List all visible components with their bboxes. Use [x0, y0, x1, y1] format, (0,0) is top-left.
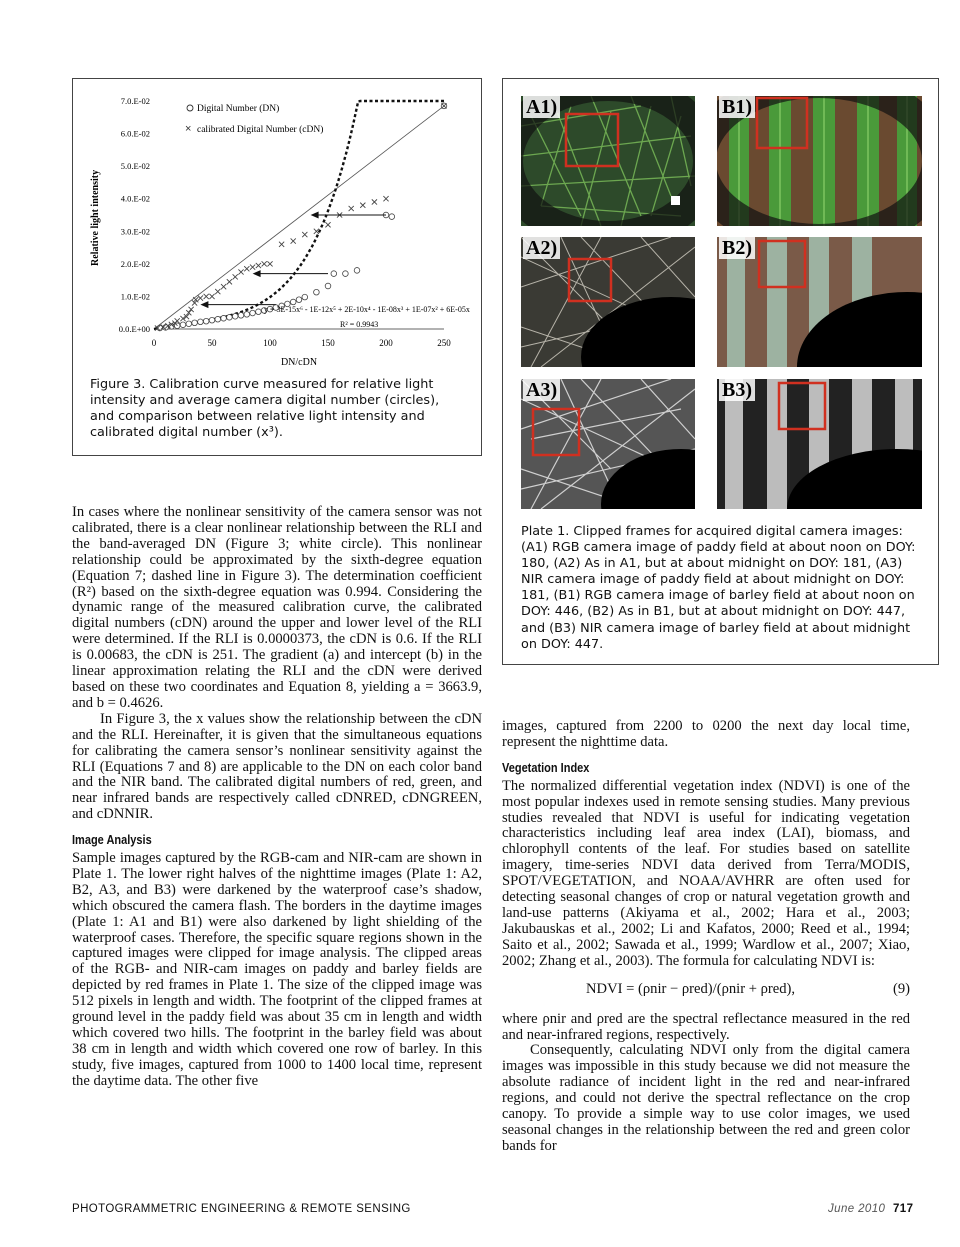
right-paragraph-2: The normalized differential vegetation index (NDVI) is one of the most popular indexes used in remote sensing studies. Many previous studies revealed that NDVI is useful for indicating vegetation characteristics including leaf area index (LAI), biomass, and chlorophyll contents of the leaf. For studies based on satellite imagery, time-series NDVI data derived from Terra/MODIS, SPOT/VEGETATION, and NOAA/AVHRR are often used for detecting seasonal changes of crop or natural vegetation growth and land-use patterns (Akiyama et al., 2002; Hara et al., 2003; Jakubauskas et al., 2002; Li and Kafatos, 2000; Reed et al., 1994; Saito et al., 2002; Sawada et al., 1999; Wardlow et al., 2007; Xiao, 2002; Zhang et al., 2003). The formula for calculating NDVI is: [502, 777, 910, 969]
legend-dn-marker [187, 105, 193, 111]
ndvi-equation-row [502, 974, 910, 1008]
dn-point [314, 289, 320, 295]
dn-point [343, 271, 349, 277]
figure-3-caption: Figure 3. Calibration curve measured for relative light intensity and average camera digital number (circles), and comparison between relative light intensity and calibrated digital number (x³). [90, 377, 440, 441]
dn-point [250, 310, 256, 316]
cdn-point [291, 238, 296, 243]
footer-journal: PHOTOGRAMMETRIC ENGINEERING & REMOTE SENSING [72, 1203, 411, 1215]
x-tick-label: 250 [437, 338, 451, 348]
heading-vegetation-index: Vegetation Index [502, 760, 590, 775]
left-paragraph-3: Sample images captured by the RGB-cam and NIR-cam are shown in Plate 1. The lower right halves of the nighttime images (Plate 1: A2, B2, A3, and B3) were darkened by the waterproof case’s shadow, which obscured the camera flash. The borders in the daytime images (Plate 1: A1 and B1) were also darkened by light shielding of the waterproof cases. Therefore, the specific square regions shown in the captured images were clipped for image analysis. The clipped areas of the RGB- and NIR-cam images on paddy and barley fields are depicted by red frames in Plate 1. The size of the clipped image was 512 pixels in length and width. The footprint of the clipped frames at ground level in the paddy field was about 35 cm in length and width which covered two hills. The footprint in the barley field was about 38 cm in length and width which covered one row of barley. In this study, five images, captured from 1000 to 1400 local time, represent the daytime data. The other five [72, 850, 482, 1089]
cdn-point [221, 284, 226, 289]
cdn-point [198, 295, 203, 300]
dn-point [354, 268, 360, 274]
y-axis-label: Relative light intensity [90, 169, 101, 266]
heading-image-analysis: Image Analysis [72, 833, 152, 848]
x-tick-label: 200 [379, 338, 393, 348]
cdn-point [209, 294, 214, 299]
cdn-point [250, 265, 255, 270]
photo-b2 [717, 237, 922, 367]
cdn-point [267, 261, 272, 266]
cdn-point [325, 222, 330, 227]
dn-point [227, 314, 233, 320]
x-tick-label: 0 [151, 338, 157, 348]
dn-point [186, 321, 192, 327]
plate-1 [502, 78, 939, 665]
r-squared-label: R² = 0.9943 [340, 320, 379, 329]
y-tick-label: 1.0.E-02 [120, 291, 150, 302]
cdn-point [244, 266, 249, 271]
right-paragraph-1: images, captured from 2200 to 0200 the next day local time, represent the nighttime data. [502, 718, 910, 750]
y-tick-label: 2.0.E-02 [120, 258, 150, 269]
plate-label-b2: B2) [719, 237, 755, 259]
calibration-chart [74, 80, 481, 370]
arrow-head [200, 301, 208, 308]
cdn-point [233, 274, 238, 279]
cdn-point [215, 289, 220, 294]
dn-point [238, 313, 244, 319]
left-column [72, 505, 482, 1090]
plate-label-a2: A2) [523, 237, 560, 259]
cdn-point [256, 263, 261, 268]
cdn-point [238, 269, 243, 274]
dn-point [256, 309, 262, 315]
photo-b1 [717, 96, 922, 226]
dn-point [203, 318, 209, 324]
left-paragraph-1: In cases where the nonlinear sensitivity of the camera sensor was not calibrated, there is a clear nonlinear relationship between the RLI and the band-averaged DN (Figure 3; white circle). This nonlinear relationship could be approximated by the sixth-degree equation (Equation 7; dashed line in Figure 3). The determination coefficient (R²) based on the sixth-degree equation was 0.994. Considering the dynamic range of the measured calibration curve, the calibrated digital numbers (cDN) around the upper and lower level of the RLI were determined. If the RLI is 0.0000373, the cDN is 0.6. If the RLI is 0.00683, the cDN is 251. The gradient (a) and intercept (b) in the linear approximation relating the RLI and the cDN were derived based on these two coordinates and Equation 8, yielding a = 3663.9, and b = 0.4626. [72, 504, 482, 711]
legend-cdn-label: calibrated Digital Number (cDN) [197, 125, 324, 135]
cdn-point [383, 196, 388, 201]
photo-a2 [521, 237, 695, 367]
x-axis-label: DN/cDN [280, 357, 318, 368]
plate-label-b1: B1) [719, 96, 755, 118]
cdn-point [227, 279, 232, 284]
cdn-point [302, 232, 307, 237]
dn-point [215, 316, 221, 322]
dn-point [198, 319, 204, 325]
right-paragraph-4: Consequently, calculating NDVI only from the digital camera images was impossible in this study because we did not measure the absolute radiance of incident light in the red and near-infrared regions, and could not derive the spectral reflectance on the crop canopy. To provide a simple way to use color images, we used seasonal changes in the relationship between the red and green color bands for [502, 1042, 910, 1154]
cdn-point [360, 203, 365, 208]
y-tick-label: 3.0.E-02 [120, 226, 150, 237]
ndvi-equation: NDVI = (ρnir − ρred)/(ρnir + ρred), [586, 980, 796, 997]
dn-point [180, 322, 186, 328]
dn-point [244, 312, 250, 318]
arrow-head [253, 270, 261, 277]
photo-a1 [521, 96, 695, 226]
cdn-point [189, 307, 194, 312]
dn-point [232, 313, 238, 319]
linear-fit-line [154, 106, 444, 329]
right-column [502, 719, 910, 1155]
photo-a3 [521, 379, 695, 509]
legend-dn-label: Digital Number (DN) [197, 104, 280, 114]
cdn-point [204, 294, 209, 299]
cdn-point [279, 242, 284, 247]
plate-label-a1: A1) [523, 96, 560, 118]
x-tick-label: 100 [263, 338, 277, 348]
figure-3 [72, 78, 482, 456]
equation-label: y = 3E-15x⁶ - 1E-12x⁵ + 2E-10x⁴ - 1E-08x³ + 1E-07x² + 6E-05x [264, 305, 470, 314]
dn-point [296, 297, 302, 303]
y-tick-label: 6.0.E-02 [120, 128, 150, 139]
y-tick-label: 7.0.E-02 [120, 96, 150, 106]
cdn-point [262, 261, 267, 266]
dn-point [325, 283, 331, 289]
dn-point [192, 320, 198, 326]
right-paragraph-3: where ρnir and ρred are the spectral reflectance measured in the red and near-infrared regions, respectively. [502, 1010, 910, 1043]
arrow-head [311, 212, 319, 219]
plate-label-b3: B3) [719, 379, 755, 401]
left-paragraph-2: In Figure 3, the x values show the relationship between the cDN and the RLI. Hereinafter, it is given that the simultaneous equations for calibrating the camera sensor’s nonlinear sensitivity against the RLI (Equations 7 and 8) are applicable to the DN on each color band and the NIR band. The calibrated digital numbers of red, green, and near infrared bands are respectively called cDNRED, cDNGREEN, and cDNNIR. [72, 710, 482, 823]
cdn-point [349, 206, 354, 211]
photo-b3 [717, 379, 922, 509]
x-tick-label: 50 [207, 338, 217, 348]
footer-page: 717 [893, 1203, 914, 1215]
y-tick-label: 0.0.E+00 [118, 324, 150, 334]
x-tick-label: 150 [321, 338, 335, 348]
dn-point [389, 214, 395, 220]
cdn-point [372, 199, 377, 204]
dn-point [221, 315, 227, 321]
plate-1-caption: Plate 1. Clipped frames for acquired digital camera images: (A1) RGB camera image of paddy field at about noon on DOY: 180, (A2) As in A1, but at about midnight on DOY: 181, (A3) NIR camera image of paddy field at about midnight on DOY: 181, (B1) RGB camera image of barley field at about noon on DOY: 446, (B2) As in B1, but at about midnight on DOY: 447, and (B3) NIR camera image of barley field at about midnight on DOY: 447. [521, 524, 916, 652]
dn-point [331, 271, 337, 277]
dn-point [209, 317, 215, 323]
legend-cdn-marker: × [185, 123, 192, 135]
equation-number: (9) [892, 980, 910, 997]
plate-label-a3: A3) [523, 379, 560, 401]
y-tick-label: 5.0.E-02 [120, 161, 150, 172]
footer-date: June 2010 [828, 1203, 886, 1215]
dn-point [290, 299, 296, 305]
y-tick-label: 4.0.E-02 [120, 193, 150, 204]
dn-point [302, 294, 308, 300]
